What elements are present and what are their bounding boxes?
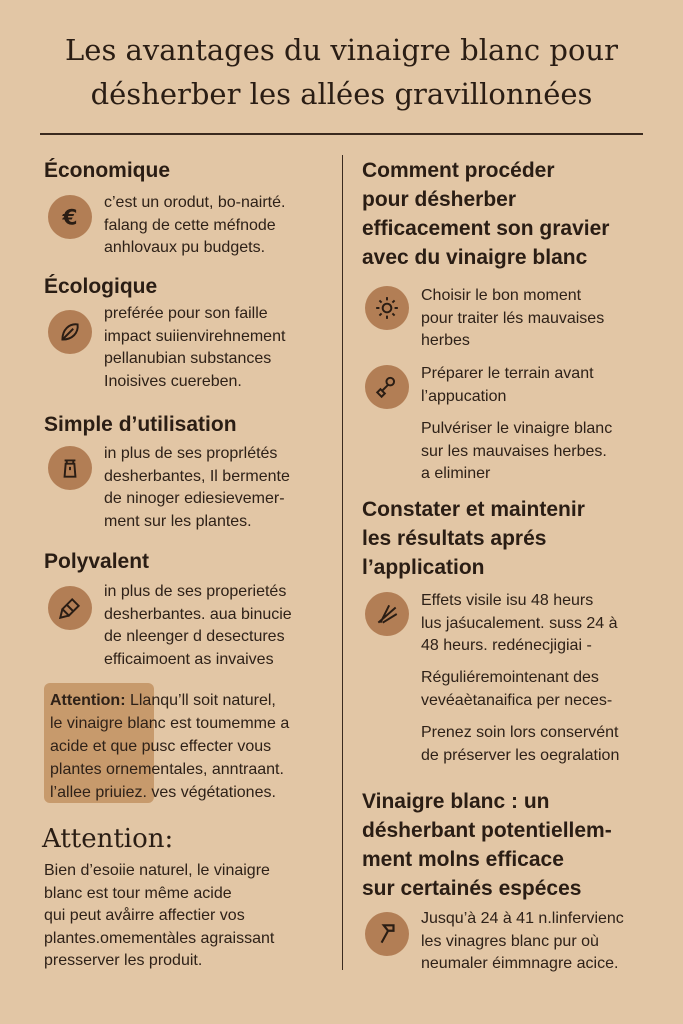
polyvalent-text: in plus de ses properietés desherbantes. aua binucie de nleenger d desectures efficaimoent as invaives (104, 583, 292, 668)
ecologique-text: preférée pour son faille impact suiienvirehnement pellanubian substances Inoisives cuereben. (104, 305, 286, 390)
step-regulierement: Réguliéremointenant des vevéaètanaifica per neces- (421, 669, 613, 709)
page-title (0, 28, 683, 116)
grass-icon (365, 592, 409, 636)
heading-constater-maintenir: Constater et maintenir les résultats aprés l’application (362, 498, 585, 579)
step-preparer-terrain: Préparer le terrain avant l’appucation (421, 365, 594, 405)
hammer-icon (365, 912, 409, 956)
title-line-2: désherber les allées gravillonnées (90, 77, 593, 111)
heading-vinaigre-moins-efficace: Vinaigre blanc : un désherbant potentiellem- ment molns efficace sur certainés espéces (362, 790, 612, 900)
heading-ecologique: Écologique (44, 275, 158, 298)
euro-icon (48, 195, 92, 239)
leaf-icon (48, 310, 92, 354)
heading-comment-proceder: Comment procéder pour désherber efficacement son gravier avec du vinaigre blanc (362, 159, 610, 269)
step-jusqua: Jusqu’à 24 à 41 n.linfervienc les vinagres blanc pur où neumaler éimmnagre acice. (421, 910, 624, 972)
heading-polyvalent: Polyvalent (44, 550, 150, 573)
column-divider (342, 155, 343, 970)
sun-icon (365, 286, 409, 330)
step-prenez-soin: Prenez soin lors conservént de préserver les oegralation (421, 724, 620, 764)
warning-label: Attention: (50, 692, 126, 709)
title-line-1: Les avantages du vinaigre blanc pour (65, 33, 618, 67)
attention-heading: Attention: (42, 824, 174, 854)
heading-simple-utilisation: Simple d’utilisation (44, 413, 237, 436)
economique-text: c’est un orodut, bo-nairté. falang de cette méfnode anhlovaux pu budgets. (104, 194, 286, 256)
spray-bottle-icon (48, 446, 92, 490)
heading-economique: Économique (44, 159, 171, 182)
brush-icon (48, 586, 92, 630)
trowel-icon (365, 365, 409, 409)
step-choisir-moment: Choisir le bon moment pour traiter lés mauvaises herbes (421, 287, 605, 349)
step-effets-visibles: Effets visile isu 48 heurs lus jaśucalement. suss 24 à 48 heurs. redénecjigiai - (421, 592, 618, 654)
warning-box (50, 689, 340, 804)
svg-text:€: € (62, 205, 78, 230)
simple-utilisation-text: in plus de ses proprlétés desherbantes, Il bermente de ninoger ediesievemer- ment sur les plantes. (104, 445, 290, 530)
step-pulveriser: Pulvériser le vinaigre blanc sur les mauvaises herbes. a eliminer (421, 420, 613, 482)
title-divider (40, 133, 643, 135)
attention-text: Bien d’esoiie naturel, le vinaigre blanc est tour même acide qui peut avåirre affectier vos plantes.omementàles agraissant presserver les produit. (44, 862, 275, 969)
warning-text: Llanqu’ll soit naturel, le vinaigre blanc est toumemme a acide et que pusc effecter vous plantes ornementales, anntraant. l’allee priuiez. ves végétationes. (50, 692, 290, 801)
